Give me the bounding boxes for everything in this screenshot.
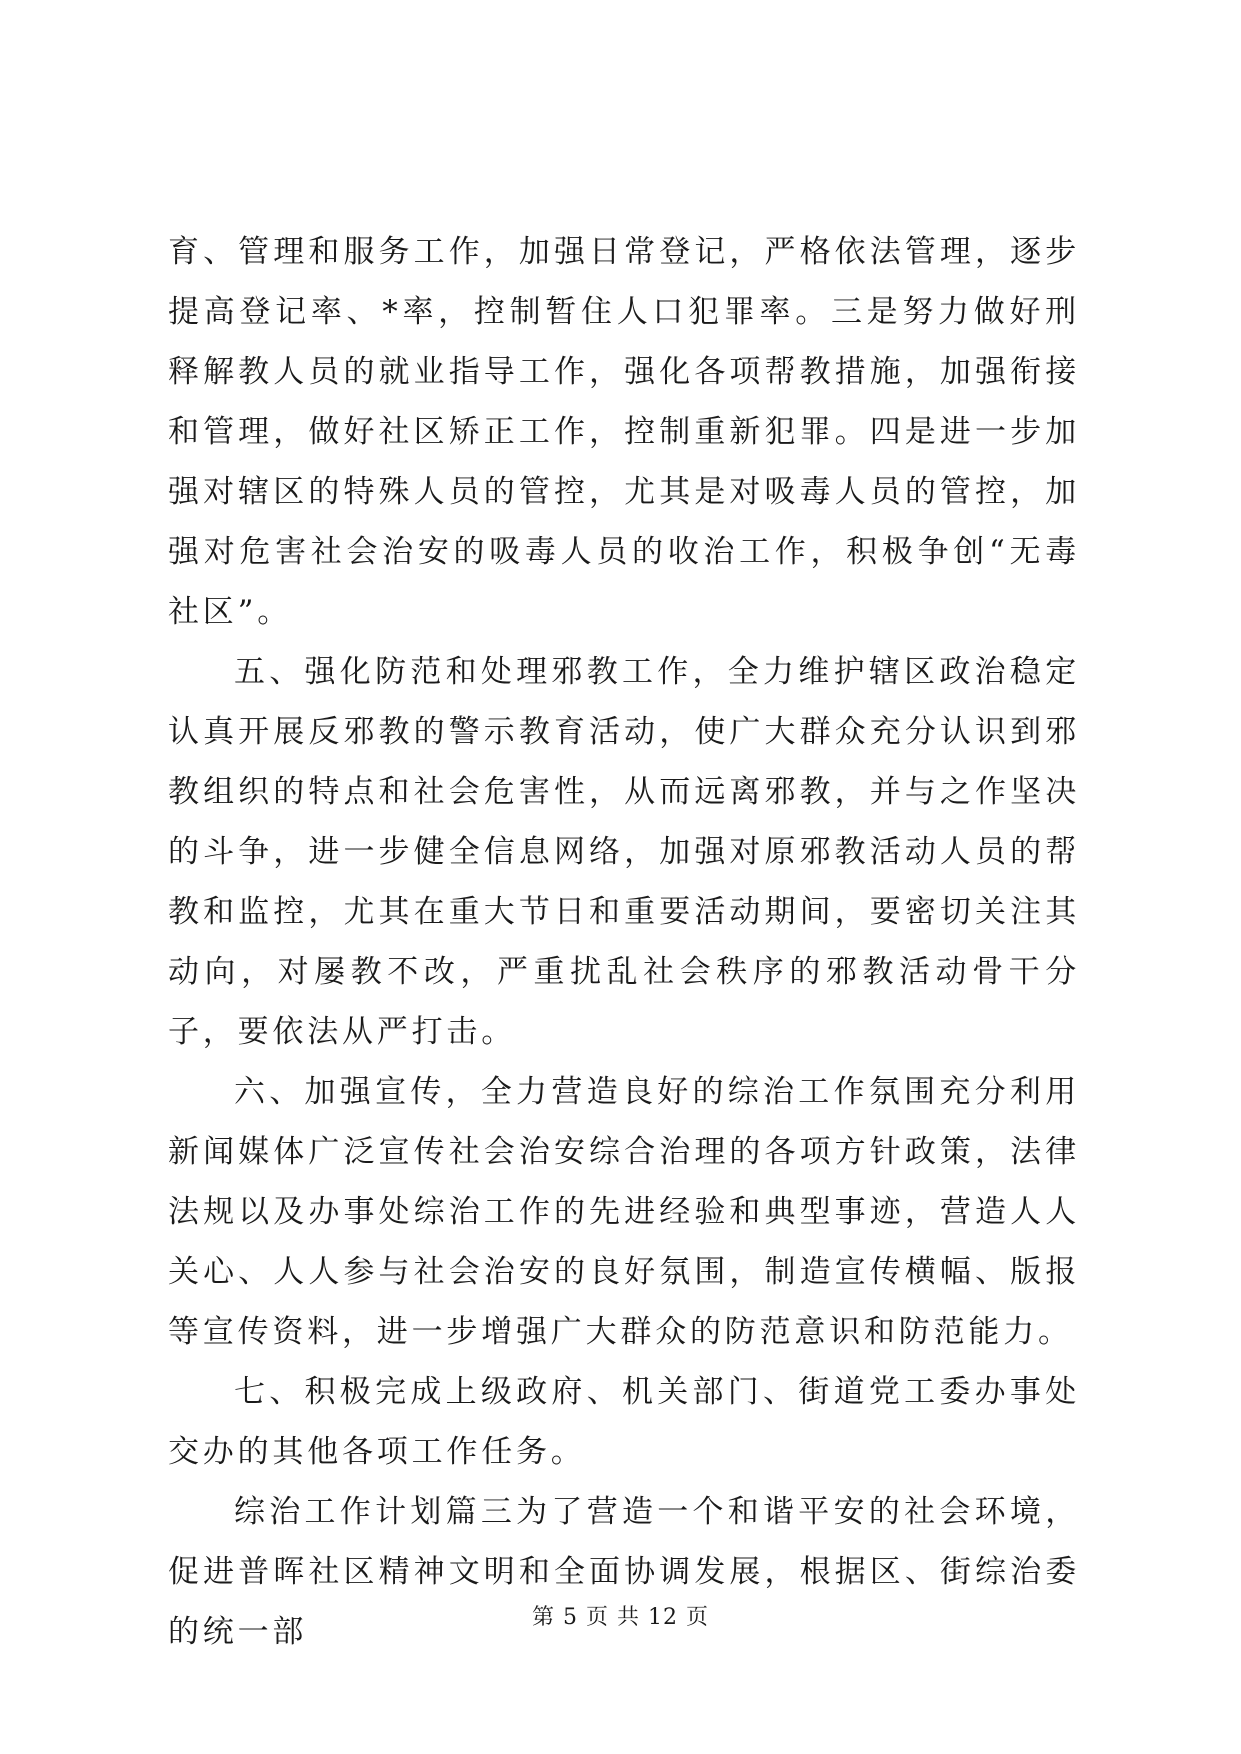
paragraph-section-seven: 七、积极完成上级政府、机关部门、街道党工委办事处交办的其他各项工作任务。: [168, 1374, 1080, 1470]
paragraph-section-six: 六、加强宣传，全力营造良好的综治工作氛围充分利用新闻媒体广泛宣传社会治安综合治理的各项方针政策，法律法规以及办事处综治工作的先进经验和典型事迹，营造人人关心、人人参与社会治安的良好氛围，制造宣传横幅、版报等宣传资料，进一步增强广大群众的防范意识和防范能力。: [168, 1074, 1080, 1350]
page-number-footer: 第 5 页 共 12 页: [532, 1605, 709, 1630]
paragraph-section-five: 五、强化防范和处理邪教工作，全力维护辖区政治稳定认真开展反邪教的警示教育活动，使广大群众充分认识到邪教组织的特点和社会危害性，从而远离邪教，并与之作坚决的斗争，进一步健全信息网络，加强对原邪教活动人员的帮教和监控，尤其在重大节日和重要活动期间，要密切关注其动向，对屡教不改，严重扰乱社会秩序的邪教活动骨干分子，要依法从严打击。: [168, 654, 1080, 1050]
paragraph-plan-three: 综治工作计划篇三为了营造一个和谐平安的社会环境，促进普晖社区精神文明和全面协调发展，根据区、街综治委的统一部: [168, 1494, 1080, 1650]
document-body: [168, 222, 1080, 1662]
paragraph-continued: 育、管理和服务工作，加强日常登记，严格依法管理，逐步提高登记率、*率，控制暂住人口犯罪率。三是努力做好刑释解教人员的就业指导工作，强化各项帮教措施，加强衔接和管理，做好社区矫正工作，控制重新犯罪。四是进一步加强对辖区的特殊人员的管控，尤其是对吸毒人员的管控，加强对危害社会治安的吸毒人员的收治工作，积极争创“无毒社区”。: [168, 234, 1080, 630]
